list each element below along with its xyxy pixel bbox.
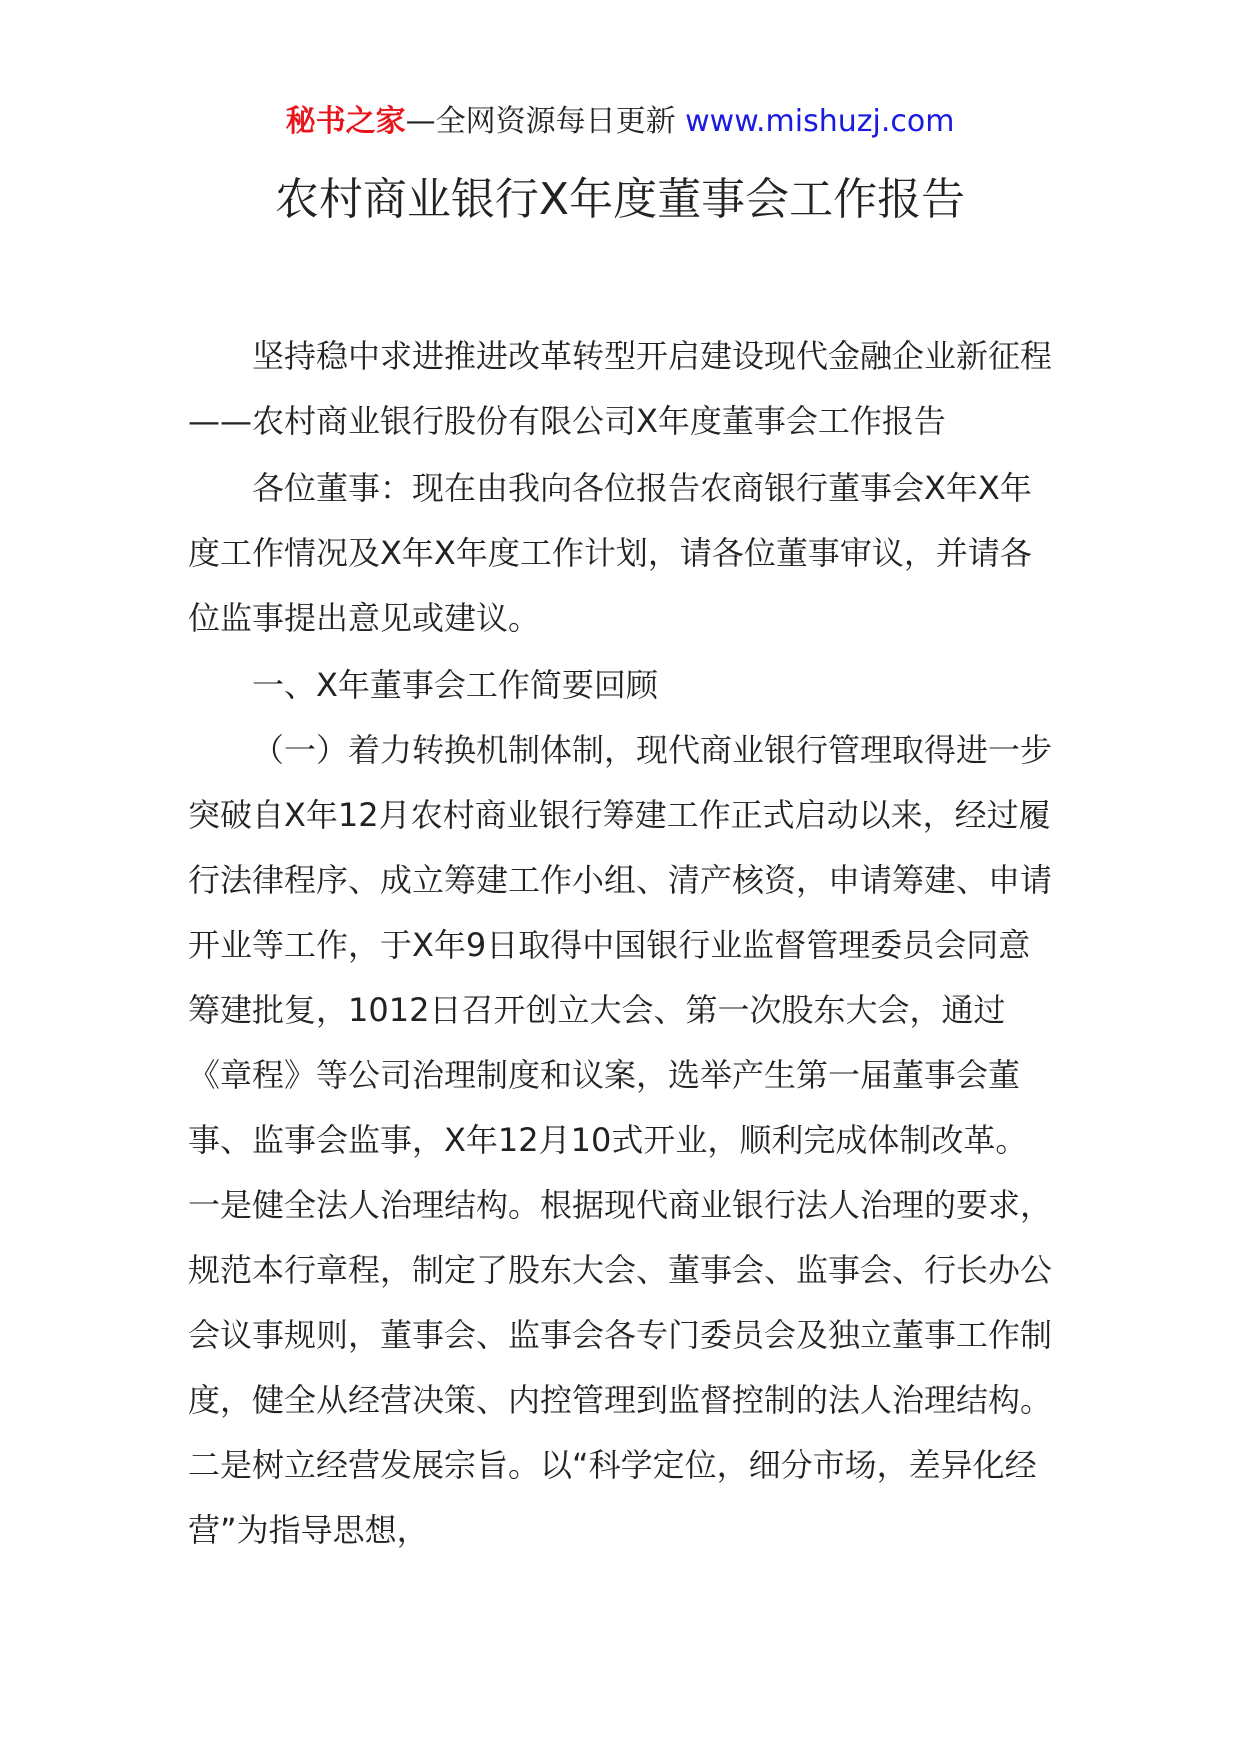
paragraph-body: （一）着力转换机制体制，现代商业银行管理取得进一步突破自X年12月农村商业银行筹建工作正式启动以来，经过履行法律程序、成立筹建工作小组、清产核资，申请筹建、申请开业等工作，于X年9日取得中国银行业监督管理委员会同意筹建批复，1012日召开创立大会、第一次股东大会，通过《章程》等公司治理制度和议案，选举产生第一届董事会董事、监事会监事，X年12月10式开业，顺利完成体制改革。一是健全法人治理结构。根据现代商业银行法人治理的要求，规范本行章程，制定了股东大会、董事会、监事会、行长办公会议事规则，董事会、监事会各专门委员会及独立董事工作制度，健全从经营决策、内控管理到监督控制的法人治理结构。二是树立经营发展宗旨。以“科学定位，细分市场，差异化经营”为指导思想，: [188, 731, 1053, 1549]
document-body: [188, 324, 1058, 1563]
site-tagline: —全网资源每日更新: [405, 104, 676, 139]
site-brand: 秘书之家: [285, 104, 406, 139]
document-title: 农村商业银行X年度董事会工作报告: [274, 174, 966, 225]
section-heading: 一、X年董事会工作简要回顾: [252, 666, 658, 704]
site-header: [0, 100, 1240, 144]
paragraph-greeting: 各位董事：现在由我向各位报告农商银行董事会X年X年度工作情况及X年X年度工作计划，请各位董事审议，并请各位监事提出意见或建议。: [188, 469, 1032, 637]
paragraph-subtitle: 坚持稳中求进推进改革转型开启建设现代金融企业新征程——农村商业银行股份有限公司X年度董事会工作报告: [188, 337, 1053, 440]
site-url-link[interactable]: www.mishuzj.com: [685, 104, 955, 139]
